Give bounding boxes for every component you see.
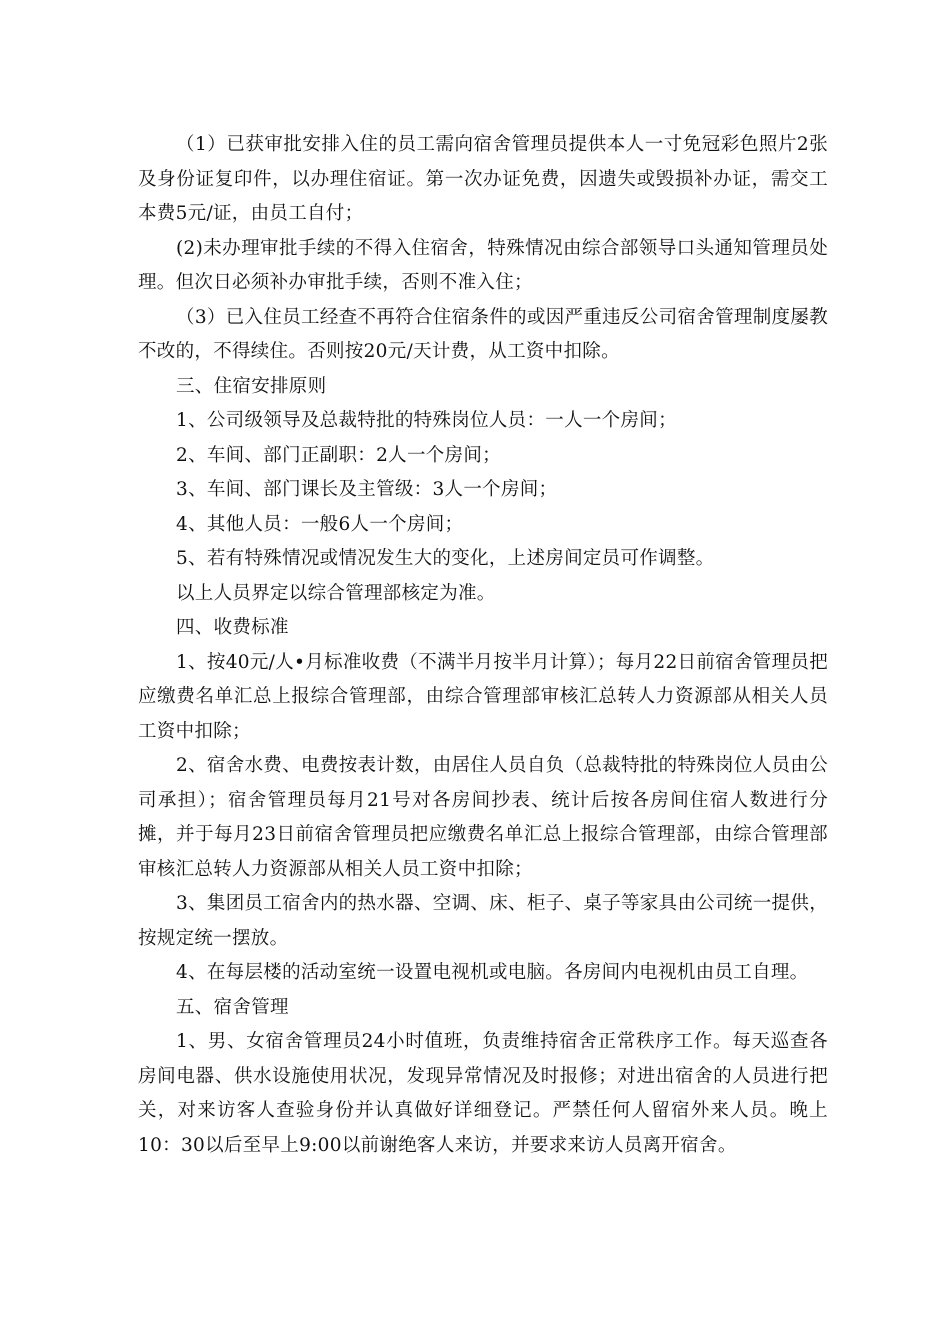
- paragraph-management-1: 1、男、女宿舍管理员24小时值班，负责维持宿舍正常秩序工作。每天巡查各房间电器、供水设施使用状况，发现异常情况及时报修；对进出宿舍的人员进行把关，对来访客人查验身份并认真做好详细登记。严禁任何人留宿外来人员。晚上10：30以后至早上9:00以前谢绝客人来访，并要求来访人员离开宿舍。: [138, 1031, 828, 1156]
- paragraph-rule-4: 4、其他人员：一般6人一个房间；: [176, 513, 464, 535]
- paragraph-violation: （3）已入住员工经查不再符合住宿条件的或因严重违反公司宿舍管理制度屡教不改的，不得续住。否则按20元/天计费，从工资中扣除。: [138, 306, 828, 362]
- section-heading-fees: 四、收费标准: [176, 617, 289, 638]
- paragraph-fee-2: 2、宿舍水费、电费按表计数，由居住人员自负（总裁特批的特殊岗位人员由公司承担）；宿舍管理员每月21号对各房间抄表、统计后按各房间住宿人数进行分摊，并于每月23日前宿舍管理员把应缴费名单汇总上报综合管理部，由综合管理部审核汇总转人力资源部从相关人员工资中扣除；: [138, 755, 828, 880]
- paragraph-fee-1: 1、按40元/人•月标准收费（不满半月按半月计算）；每月22日前宿舍管理员把应缴费名单汇总上报综合管理部，由综合管理部审核汇总转人力资源部从相关人员工资中扣除；: [138, 651, 828, 742]
- paragraph-rule-2: 2、车间、部门正副职：2人一个房间；: [176, 444, 501, 466]
- paragraph-fee-3: 3、集团员工宿舍内的热水器、空调、床、柜子、桌子等家具由公司统一提供，按规定统一摆放。: [138, 893, 828, 949]
- document-body: [138, 128, 828, 1163]
- paragraph-rule-3: 3、车间、部门课长及主管级：3人一个房间；: [176, 479, 558, 500]
- paragraph-rule-note: 以上人员界定以综合管理部核定为准。: [176, 582, 496, 604]
- section-heading-management: 五、宿舍管理: [176, 996, 289, 1018]
- paragraph-fee-4: 4、在每层楼的活动室统一设置电视机或电脑。各房间内电视机由员工自理。: [176, 962, 809, 983]
- paragraph-rule-5: 5、若有特殊情况或情况发生大的变化，上述房间定员可作调整。: [176, 548, 715, 569]
- section-heading-accommodation: 三、住宿安排原则: [176, 375, 327, 397]
- paragraph-approval-photo: （1）已获审批安排入住的员工需向宿舍管理员提供本人一寸免冠彩色照片2张及身份证复印件，以办理住宿证。第一次办证免费，因遗失或毁损补办证，需交工本费5元/证，由员工自付；: [138, 134, 828, 224]
- paragraph-no-approval: (2)未办理审批手续的不得入住宿舍，特殊情况由综合部领导口头通知管理员处理。但次日必须补办审批手续，否则不准入住；: [138, 237, 828, 293]
- paragraph-rule-1: 1、公司级领导及总裁特批的特殊岗位人员：一人一个房间；: [176, 410, 677, 431]
